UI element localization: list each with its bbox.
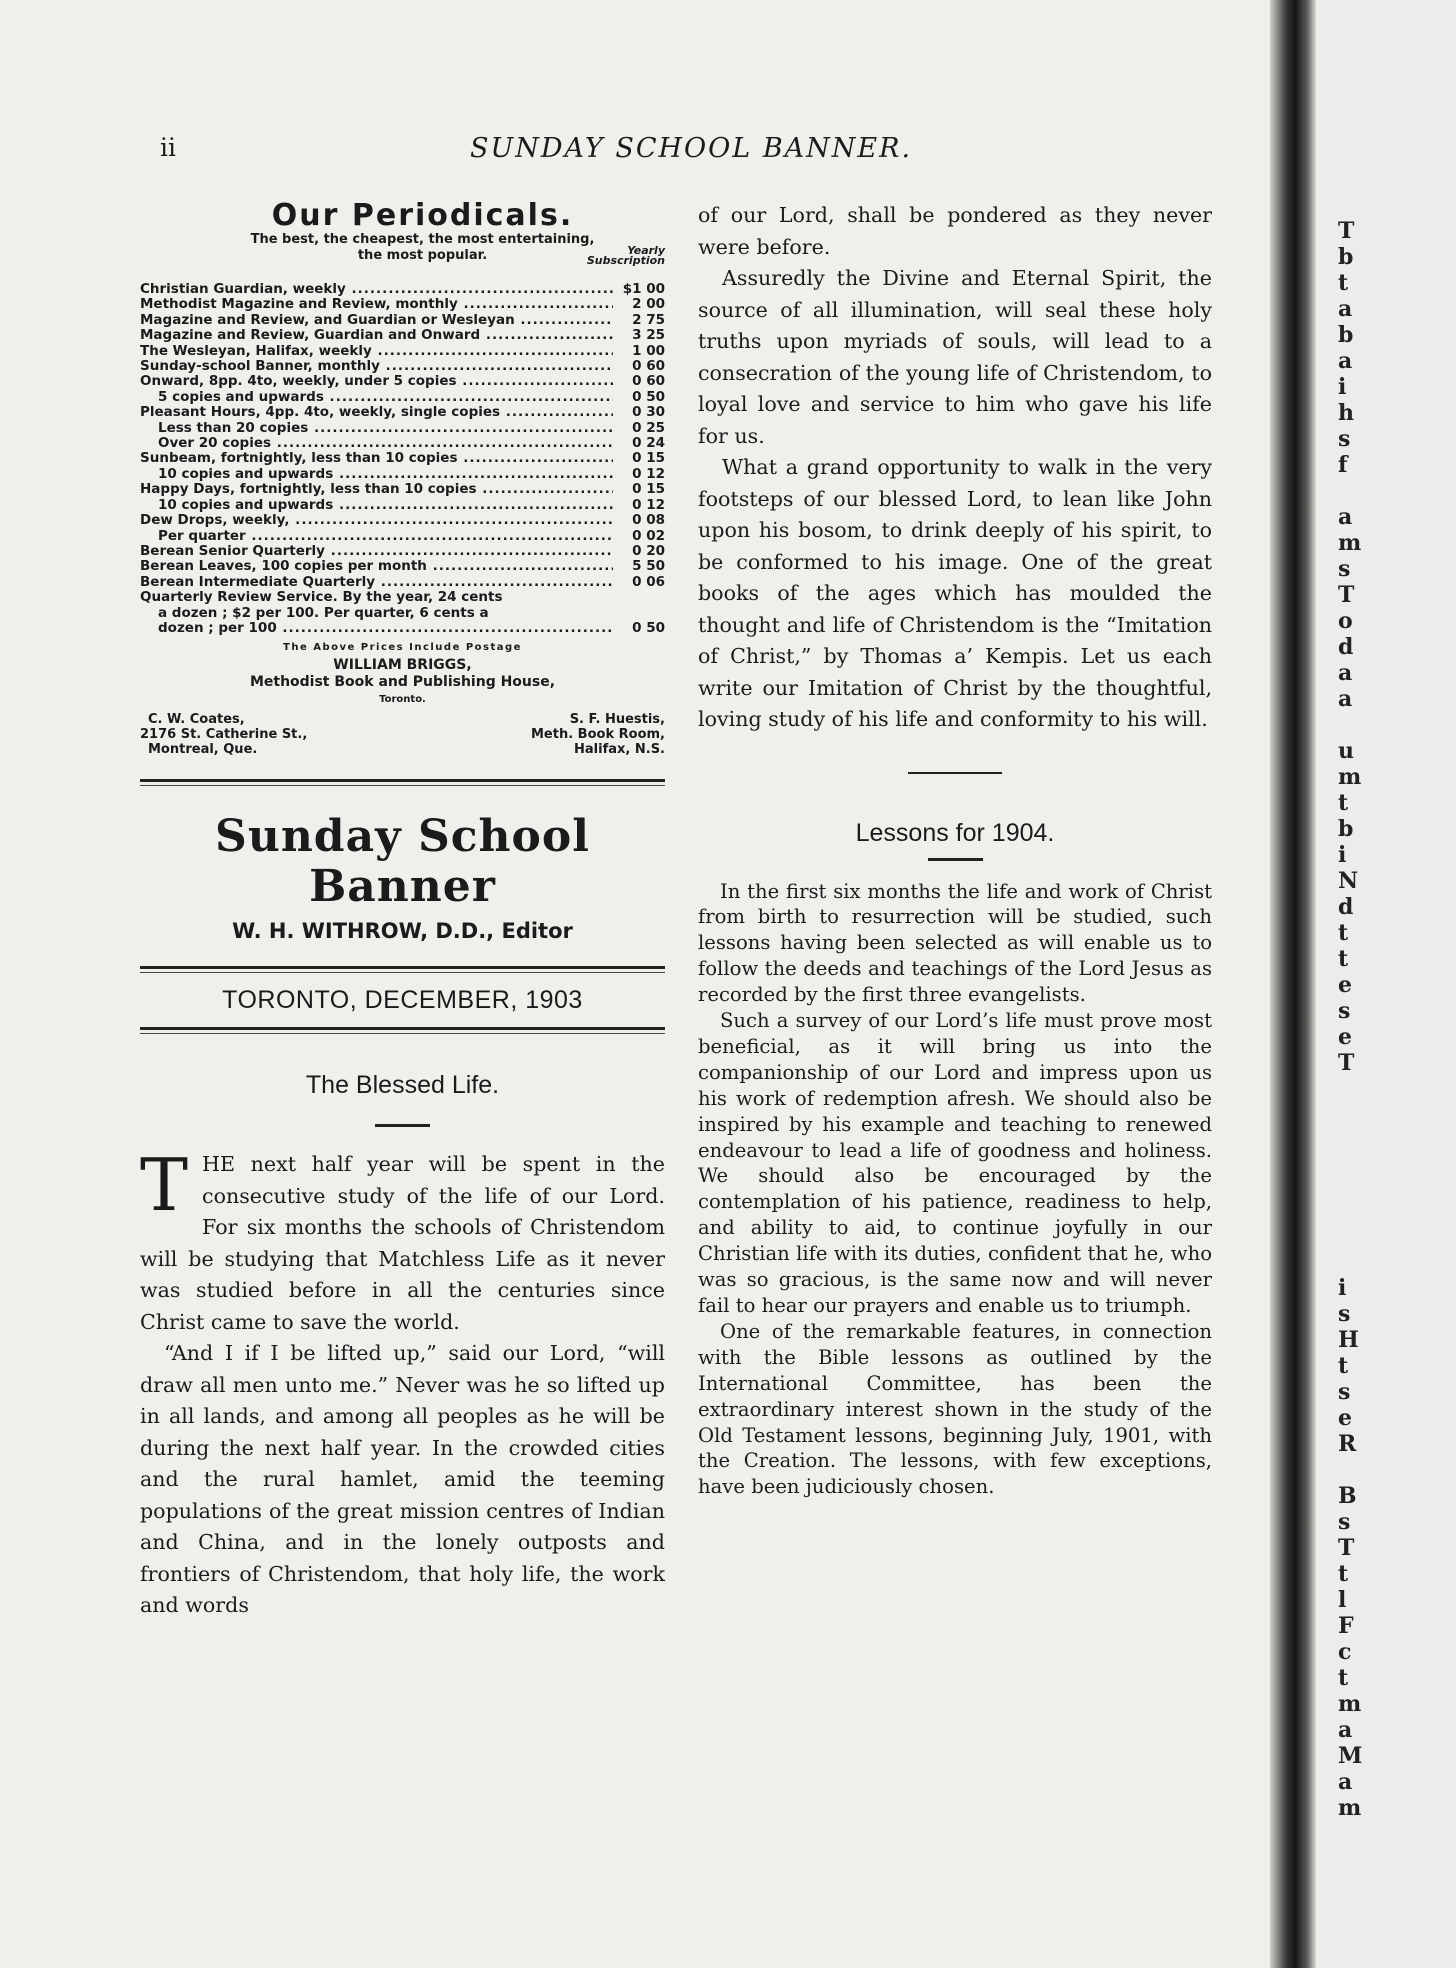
price-row <box>140 344 665 359</box>
facing-page-letter: u <box>1338 738 1354 764</box>
periodical-name: Sunday-school Banner, monthly ..... <box>140 359 613 374</box>
periodical-name: Magazine and Review, Guardian and Onward ..... <box>140 328 613 343</box>
paragraph: One of the remarkable features, in connection with the Bible lessons as outlined by the International Committee, has been the extraordinary interest shown in the study of the Old Testament lessons, beginning July, 1901, with the Creation. The lessons, with few exceptions, have been judiciously chosen. <box>698 1319 1212 1499</box>
yearly-subscription-label <box>587 246 665 266</box>
price-row <box>140 529 665 544</box>
quarterly-line1: Quarterly Review Service. By the year, 24 cents <box>140 589 503 606</box>
price-row <box>140 282 665 297</box>
lessons-body <box>698 879 1212 1501</box>
periodical-name: 5 copies and upwards ..... <box>140 390 613 405</box>
facing-page-letter: a <box>1338 348 1353 374</box>
paragraph: THE next half year will be spent in the consecutive study of the life of our Lord. For six months the schools of Christendom will be studying that Matchless Life as it never was studied before in all the centuries since Christ came to save the world. <box>140 1143 665 1334</box>
price-row <box>140 467 665 482</box>
publisher-city: Toronto. <box>379 694 426 706</box>
periodical-name: Less than 20 copies ..... <box>140 421 613 436</box>
running-title: SUNDAY SCHOOL BANNER. <box>470 133 913 164</box>
periodical-name: Sunbeam, fortnightly, less than 10 copies ..... <box>140 451 613 466</box>
facing-page-letter: b <box>1338 816 1354 842</box>
facing-page-letter: a <box>1338 686 1353 712</box>
price-row <box>140 498 665 513</box>
periodical-price: 0 60 <box>632 373 665 390</box>
publisher-block <box>140 657 665 708</box>
facing-page-letter: B <box>1338 1483 1357 1509</box>
facing-page-letter: c <box>1338 1639 1352 1665</box>
facing-page-letter: t <box>1338 1561 1349 1587</box>
facing-page-letter: b <box>1338 322 1354 348</box>
subtitle-line1: The best, the cheapest, the most entertaining, <box>250 232 595 247</box>
periodical-price: 3 25 <box>632 327 665 344</box>
periodical-price: 0 30 <box>632 404 665 421</box>
periodical-name: 10 copies and upwards ..... <box>140 467 613 482</box>
facing-page-letter: b <box>1338 244 1354 270</box>
price-row <box>140 421 665 436</box>
quarterly-line3: dozen ; per 100 ..... 0 50 <box>140 621 665 636</box>
price-row <box>140 374 665 389</box>
periodical-price: 0 20 <box>632 542 665 559</box>
yearly-label2: Subscription <box>586 254 665 267</box>
facing-page-letter: a <box>1338 1717 1353 1743</box>
left-column <box>140 200 665 1622</box>
facing-page-letter: d <box>1338 894 1354 920</box>
price-row <box>140 313 665 328</box>
publisher-name: WILLIAM BRIGGS, <box>333 657 472 674</box>
periodical-price: 2 00 <box>632 296 665 313</box>
facing-page-letter: T <box>1338 582 1355 608</box>
masthead-title: Sunday School Banner <box>215 811 590 913</box>
quarterly-review-entry <box>140 590 665 636</box>
blessed-life-body <box>140 1143 665 1622</box>
paragraph: Such a survey of our Lord’s life must prove most beneficial, as it will bring us into the companionship of our Lord and impress upon us his work of redemption afresh. We should also be inspired by his example and teaching to renewed endeavour to lead a life of goodness and holiness. We should also be encouraged by the contemplation of his patience, readiness to help, and ability to aid, to continue joyfully in our Christian life with its duties, confident that he, who was so gracious, is the same now and will never fail to hear our prayers and enable us to triumph. <box>698 1009 1212 1317</box>
facing-page-letter: f <box>1338 452 1348 478</box>
postage-note: The Above Prices Include Postage <box>283 642 522 654</box>
periodical-name: Christian Guardian, weekly ..... <box>140 282 613 297</box>
facing-page-letter: N <box>1338 868 1359 894</box>
facing-page-letter: T <box>1338 218 1355 244</box>
periodical-price: 0 25 <box>632 419 665 436</box>
facing-page-letter: T <box>1338 1050 1355 1076</box>
facing-page-letter: R <box>1338 1431 1357 1457</box>
price-row <box>140 575 665 590</box>
agent-halifax: S. F. Huestis, Meth. Book Room, Halifax, N.S. <box>531 712 665 758</box>
price-row <box>140 297 665 312</box>
periodical-name: The Wesleyan, Halifax, weekly ..... <box>140 344 613 359</box>
article-title-blessed-life: The Blessed Life. <box>305 1071 500 1100</box>
paragraph: In the first six months the life and work of Christ from birth to resurrection will be studied, such lessons having been selected as will enable us to follow the deeds and teachings of the Lord Jesus as recorded by the first three evangelists. <box>698 879 1212 1007</box>
periodical-name: Happy Days, fortnightly, less than 10 copies ..... <box>140 482 613 497</box>
divider-rule <box>140 966 665 973</box>
quarterly-line2: a dozen ; $2 per 100. Per quarter, 6 cents a <box>158 604 489 621</box>
facing-page-letter: o <box>1338 608 1353 634</box>
facing-page-letter: a <box>1338 1769 1353 1795</box>
periodical-price: 0 06 <box>632 573 665 590</box>
facing-page-letter: a <box>1338 296 1353 322</box>
facing-page-letter: s <box>1338 1379 1351 1405</box>
facing-page-letter: h <box>1338 400 1354 426</box>
periodical-price: 0 50 <box>632 388 665 405</box>
page-header <box>0 133 1270 169</box>
facing-page-letter: F <box>1338 1613 1354 1639</box>
quarterly-price: 0 50 <box>632 619 665 636</box>
facing-page-letter: a <box>1338 504 1353 530</box>
paragraph: Assuredly the Divine and Eternal Spirit, the source of all illumination, will seal these holy truths upon myriads of souls, will lead to a consecration of the young life of Christendom, to loyal love and service to him who gave his life for us. <box>698 266 1212 448</box>
divider-rule <box>140 779 665 786</box>
facing-page-letter: t <box>1338 1665 1349 1691</box>
periodical-price: $1 00 <box>622 281 665 297</box>
facing-page-letter: l <box>1338 1587 1347 1613</box>
periodical-price: 0 12 <box>632 465 665 482</box>
periodical-name: Pleasant Hours, 4pp. 4to, weekly, single copies ..... <box>140 405 613 420</box>
dateline: TORONTO, DECEMBER, 1903 <box>222 986 583 1015</box>
periodical-price: 2 75 <box>632 311 665 328</box>
facing-page-letter: m <box>1338 1795 1362 1821</box>
masthead-editor: W. H. WITHROW, D.D., Editor <box>232 919 573 944</box>
facing-page-letter: t <box>1338 920 1349 946</box>
facing-page-letter: e <box>1338 1405 1352 1431</box>
periodical-name: Magazine and Review, and Guardian or Wesleyan ..... <box>140 313 613 328</box>
price-row <box>140 451 665 466</box>
article-title-lessons: Lessons for 1904. <box>855 818 1055 847</box>
divider-rule <box>140 1027 665 1034</box>
price-row <box>140 482 665 497</box>
facing-page-letter: s <box>1338 556 1351 582</box>
periodical-price: 0 24 <box>632 435 665 452</box>
periodical-price: 0 15 <box>632 481 665 498</box>
periodical-price: 0 15 <box>632 450 665 467</box>
publisher-house: Methodist Book and Publishing House, <box>249 674 556 691</box>
facing-page-letter: i <box>1338 842 1347 868</box>
facing-page-letter: e <box>1338 1024 1352 1050</box>
paragraph: “And I if I be lifted up,” said our Lord, “will draw all men unto me.” Never was he so lifted up in all lands, and among all peoples as he will be during the next half year. In the crowded cities and the rural hamlet, amid the teeming populations of the great mission centres of Indian and China, and in the lonely outposts and frontiers of Christendom, that holy life, the work and words <box>140 1341 665 1618</box>
price-row <box>140 436 665 451</box>
facing-page-letter: s <box>1338 1301 1351 1327</box>
periodical-name: Per quarter ..... <box>140 529 613 544</box>
blessed-life-body-continued <box>698 200 1212 736</box>
periodical-name: Dew Drops, weekly, ..... <box>140 513 613 528</box>
facing-page-letter: i <box>1338 374 1347 400</box>
price-row <box>140 328 665 343</box>
right-column <box>698 200 1212 1500</box>
paragraph: What a grand opportunity to walk in the very footsteps of our blessed Lord, to lean like John upon his bosom, to drink deeply of his spirit, to be conformed to his image. One of the great books of the ages which has moulded the thought and life of Christendom is the “Imitation of Christ,” by Thomas a’ Kempis. Let us each write our Imitation of Christ by the thoughtful, loving study of his life and conformity to his will. <box>698 455 1212 731</box>
facing-page-letter: M <box>1338 1743 1363 1769</box>
agent-montreal: C. W. Coates, 2176 St. Catherine St., Montreal, Que. <box>140 712 308 758</box>
price-row <box>140 359 665 374</box>
price-list <box>140 282 665 590</box>
facing-page-letter: t <box>1338 946 1349 972</box>
facing-page-letter: a <box>1338 660 1353 686</box>
periodical-name: Berean Senior Quarterly ..... <box>140 544 613 559</box>
paragraph: of our Lord, shall be pondered as they never were before. <box>698 203 1212 259</box>
subtitle-line2: the most popular. <box>357 248 488 263</box>
price-row <box>140 544 665 559</box>
periodical-price: 0 02 <box>632 527 665 544</box>
facing-page-letter: e <box>1338 972 1352 998</box>
facing-page-letter: s <box>1338 1509 1351 1535</box>
periodical-name: Berean Leaves, 100 copies per month ..... <box>140 559 613 574</box>
facing-page-letter: m <box>1338 764 1362 790</box>
facing-page-letter: s <box>1338 998 1351 1024</box>
facing-page-letter: t <box>1338 270 1349 296</box>
periodical-name: Onward, 8pp. 4to, weekly, under 5 copies ..... <box>140 374 613 389</box>
facing-page-letter: H <box>1338 1327 1359 1353</box>
facing-page-letter: t <box>1338 790 1349 816</box>
yearly-label1: Yearly <box>627 244 665 257</box>
drop-cap: T <box>140 1143 189 1228</box>
periodical-price: 0 08 <box>632 512 665 529</box>
book-gutter <box>1270 0 1316 1968</box>
facing-page-letter: s <box>1338 426 1351 452</box>
agents-block <box>140 712 665 757</box>
periodical-price: 0 12 <box>632 496 665 513</box>
price-row <box>140 405 665 420</box>
periodicals-subtitle <box>180 232 665 267</box>
facing-page-letter: t <box>1338 1353 1349 1379</box>
page-number: ii <box>160 133 176 162</box>
periodical-price: 1 00 <box>632 342 665 359</box>
facing-page-letter: m <box>1338 1691 1362 1717</box>
facing-page-letter: d <box>1338 634 1354 660</box>
periodical-name: Methodist Magazine and Review, monthly ..... <box>140 297 613 312</box>
price-row <box>140 513 665 528</box>
periodical-name: Berean Intermediate Quarterly ..... <box>140 575 613 590</box>
periodicals-title: Our Periodicals. <box>271 198 574 233</box>
periodical-name: 10 copies and upwards ..... <box>140 498 613 513</box>
price-row <box>140 390 665 405</box>
facing-page-fragment <box>1316 0 1456 1968</box>
periodical-price: 5 50 <box>632 558 665 575</box>
facing-page-letter: i <box>1338 1275 1347 1301</box>
facing-page-letter: m <box>1338 530 1362 556</box>
periodical-name: Over 20 copies ..... <box>140 436 613 451</box>
facing-page-letter: T <box>1338 1535 1355 1561</box>
price-row <box>140 559 665 574</box>
periodical-price: 0 60 <box>632 358 665 375</box>
